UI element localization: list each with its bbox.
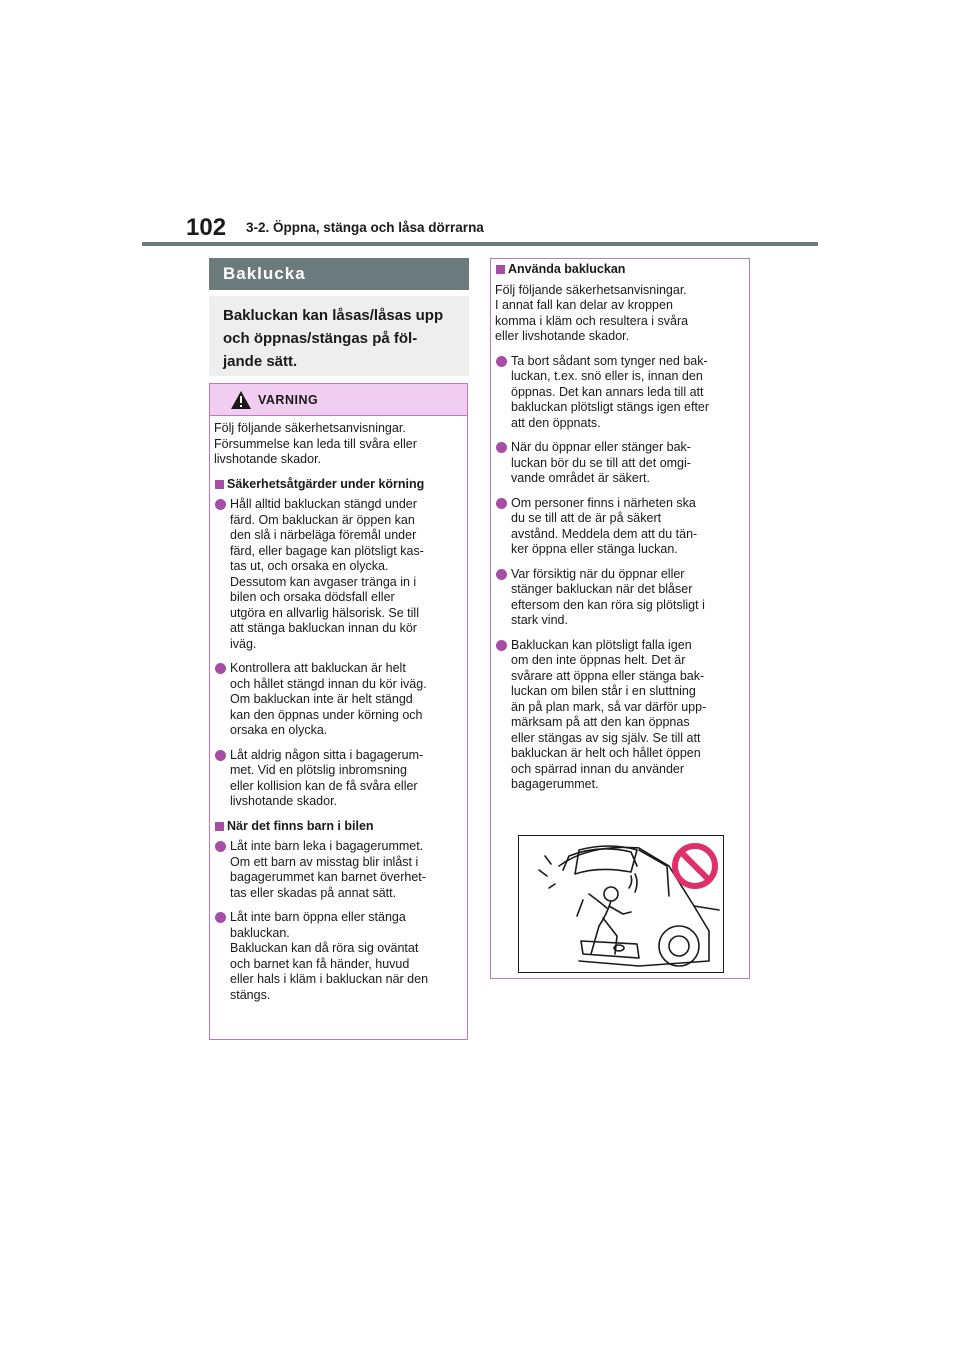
page-number: 102 [186,214,227,241]
text-line: eller livshotande skador. [495,329,630,343]
text-line: bakluckan plötsligt stängs igen efter [511,400,710,414]
text-line: färd. Om bakluckan är öppen kan [230,512,415,527]
section-title: Baklucka [223,264,306,283]
text-line: stänger bakluckan när det blåser [511,582,693,596]
section-intro [223,304,463,373]
text-line: bagagerummet. [511,777,599,791]
text-line: eller stängas av sig själv. Se till att [511,730,701,745]
subsection-heading: Använda bakluckan [495,262,745,278]
text-line: luckan om bilen står i en sluttning [511,684,696,698]
text-line: Var försiktig när du öppnar eller [511,566,685,581]
bullet-item [495,496,745,558]
text-line: om den inte öppnas helt. Det är [511,653,686,667]
text-line: I annat fall kan delar av kroppen [495,298,673,312]
text-line: Håll alltid bakluckan stängd under [230,497,417,511]
text-line: eller hals i kläm i bakluckan när den [230,972,429,986]
bullet-item [214,910,464,1003]
intro-line: jande sätt. [223,353,298,370]
text-line: Följ följande säkerhetsanvisningar. [214,421,406,435]
info-box [490,258,750,979]
text-line: bakluckan är helt och hållet öppen [511,746,701,760]
warning-header [210,384,467,416]
text-line: utgöra en allvarlig hälsorisk. Se till [230,605,419,620]
text-line: Om bakluckan inte är helt stängd [230,692,413,706]
text-line: Följ följande säkerhetsanvisningar. [495,282,687,297]
text-line: att den öppnats. [511,415,601,430]
text-line: Låt inte barn leka i bagagerummet. [230,839,424,853]
text-line: luckan, t.ex. snö eller is, innan den [511,369,703,383]
text-line: bagagerummet kan barnet överhet- [230,870,426,884]
text-line: du se till att de är på säkert [511,511,662,525]
tailgate-illustration [518,835,724,973]
text-line: Bakluckan kan plötsligt falla igen [511,637,692,652]
section-title-bar [209,258,469,290]
text-line: met. Vid en plötslig inbromsning [230,763,407,777]
text-line: öppnas. Det kan annars leda till att [511,384,704,399]
warning-triangle-icon [230,390,252,410]
text-line: bakluckan. [230,925,290,940]
text-line: tas eller skadas på annat sätt. [230,885,397,900]
text-line: vande området är säkert. [511,471,650,485]
text-line: luckan bör du se till att det omgi- [511,455,691,470]
text-line: eller kollision kan de få svåra eller [230,778,418,793]
text-line: kan den öppnas under körning och [230,707,423,722]
text-line: märksam på att den kan öppnas [511,715,690,729]
text-line: ker öppna eller stänga luckan. [511,542,678,556]
tailgate-drawing [519,836,724,973]
text-line: komma i kläm och resultera i svåra [495,313,689,328]
text-line: än på plan mark, så var därför upp- [511,699,707,714]
bullet-item [495,567,745,629]
warning-title: VARNING [258,393,319,407]
text-line: och spärrad innan du använder [511,761,685,776]
info-intro [495,283,745,345]
text-line: Dessutom kan avgaser tränga in i [230,574,417,589]
text-line: bilen och orsaka dödsfall eller [230,590,395,604]
text-line: När du öppnar eller stänger bak- [511,440,691,454]
bullet-item [495,638,745,793]
text-line: stark vind. [511,613,568,627]
warning-body [214,421,464,1012]
header-rule [142,242,818,246]
subsection-heading: När det finns barn i bilen [214,819,464,835]
text-line: att stänga bakluckan innan du kör [230,621,417,635]
text-line: eftersom den kan röra sig plötsligt i [511,597,705,612]
bullet-item [214,748,464,810]
intro-line: och öppnas/stängas på föl- [223,330,418,347]
text-line: Låt aldrig någon sitta i bagagerum- [230,747,424,762]
text-line: orsaka en olycka. [230,723,328,737]
subsection-heading: Säkerhetsåtgärder under körning [214,477,464,493]
text-line: Om ett barn av misstag blir inlåst i [230,854,419,869]
text-line: den slå i närbeläga föremål under [230,528,417,542]
text-line: livshotande skador. [230,794,338,808]
bullet-item [214,839,464,901]
text-line: Ta bort sådant som tynger ned bak- [511,353,708,368]
warning-box [209,383,468,1040]
text-line: livshotande skador. [214,452,322,466]
bullet-item [214,497,464,652]
bullet-item [214,661,464,739]
text-line: Kontrollera att bakluckan är helt [230,661,406,675]
info-body [495,262,745,802]
text-line: och barnet kan få händer, huvud [230,956,410,971]
text-line: iväg. [230,636,257,651]
text-line: tas ut, och orsaka en olycka. [230,559,389,573]
bullet-item [495,440,745,487]
bullet-item [495,354,745,432]
text-line: avstånd. Meddela dem att du tän- [511,526,698,541]
section-intro-box [209,296,469,376]
text-line: färd, eller bagage kan plötsligt kas- [230,543,424,558]
text-line: svårare att öppna eller stänga bak- [511,668,705,683]
warning-intro [214,421,464,468]
text-line: Låt inte barn öppna eller stänga [230,910,406,924]
text-line: Bakluckan kan då röra sig oväntat [230,941,419,955]
text-line: stängs. [230,987,271,1002]
text-line: Om personer finns i närheten ska [511,495,696,510]
chapter-title: 3-2. Öppna, stänga och låsa dörrarna [246,220,484,235]
text-line: Försummelse kan leda till svåra eller [214,436,417,451]
prohibited-icon [675,846,715,886]
text-line: och hållet stängd innan du kör iväg. [230,676,427,691]
intro-line: Bakluckan kan låsas/låsas upp [223,307,444,324]
